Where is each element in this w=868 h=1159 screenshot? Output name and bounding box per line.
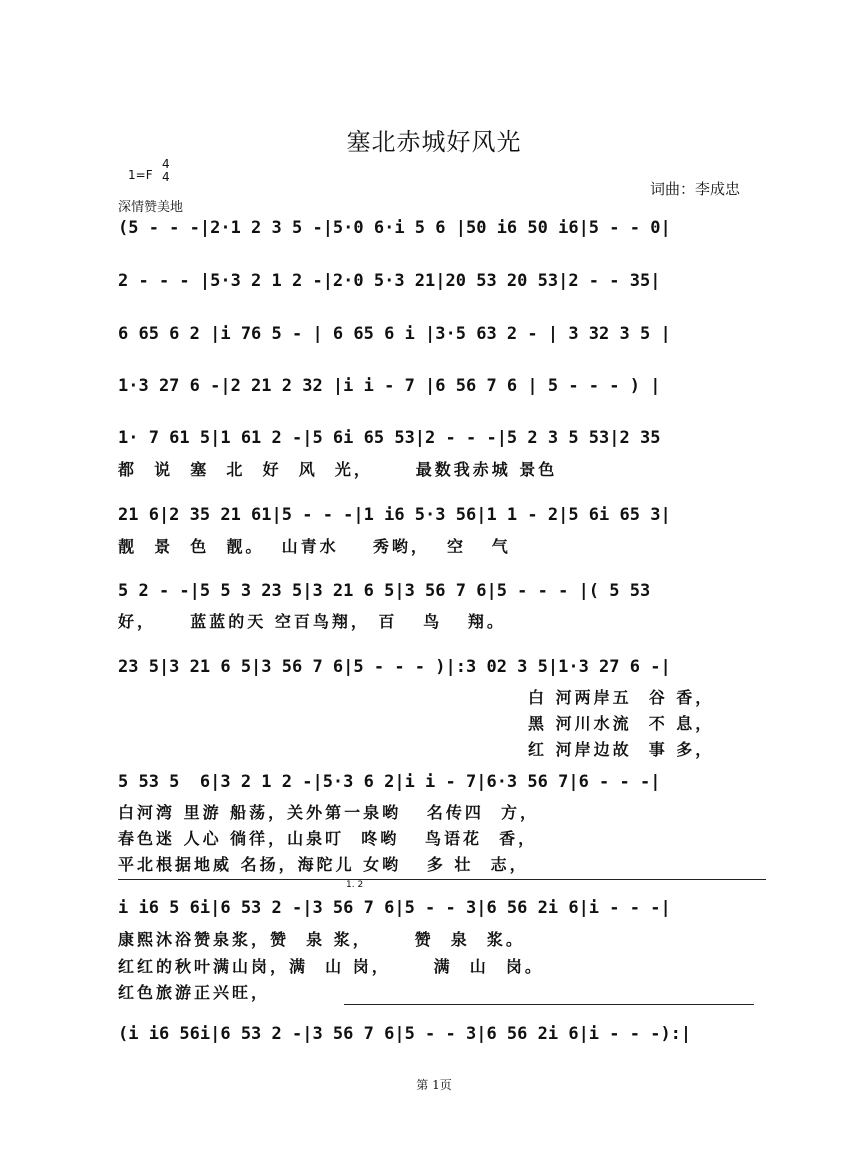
score-line-5: 1· 7 61 5|1 61 2 -|5 6i 65 53|2 - - -|5 2 3 5 53|2 35 xyxy=(118,428,661,448)
author-credit: 词曲：李成忠 xyxy=(650,180,741,198)
lyric-verse-c-10: 红色旅游正兴旺， xyxy=(118,983,271,1002)
score-line-7: 5 2 - -|5 5 3 23 5|3 21 6 5|3 56 7 6|5 - - - |( 5 53 xyxy=(118,581,651,601)
lyric-line-5: 都 说 塞 北 好 风 光， 最数我赤城 景色 xyxy=(118,460,558,479)
lyric-verse-b-8: 黑 河川水流 不 息， xyxy=(528,714,715,733)
time-bottom: 4 xyxy=(162,170,170,184)
lyric-verse-a-9: 白河湾 里游 船荡，关外第一泉哟 名传四 方， xyxy=(118,803,539,822)
section-rule xyxy=(344,1004,754,1005)
volta-label: 1. 2 xyxy=(346,880,364,890)
score-line-3: 6 65 6 2 |i 76 5 - | 6 65 6 i |3·5 63 2 - | 3 32 3 5 | xyxy=(118,324,671,344)
score-line-1: (5 - - -|2·1 2 3 5 -|5·0 6·i 5 6 |50 i6 50 i6|5 - - 0| xyxy=(118,218,671,238)
score-line-2: 2 - - - |5·3 2 1 2 -|2·0 5·3 21|20 53 20 53|2 - - 35| xyxy=(118,271,661,291)
lyric-verse-b-10: 红红的秋叶满山岗，满 山 岗， 满 山 岗。 xyxy=(118,957,544,976)
score-line-11: (i i6 56i|6 53 2 -|3 56 7 6|5 - - 3|6 56 2i 6|i - - -):| xyxy=(118,1024,692,1044)
key-signature xyxy=(128,157,170,184)
score-line-10: i i6 5 6i|6 53 2 -|3 56 7 6|5 - - 3|6 56 2i 6|i - - -| xyxy=(118,898,671,918)
lyric-verse-c-9: 平北根据地威 名扬，海陀儿 女哟 多 壮 志， xyxy=(118,855,529,874)
tempo-marking: 深情赞美地 xyxy=(118,200,184,215)
lyric-line-6: 靓 景 色 靓。 山青水 秀哟， 空 气 xyxy=(118,537,511,556)
score-line-6: 21 6|2 35 21 61|5 - - -|1 i6 5·3 56|1 1 - 2|5 6i 65 3| xyxy=(118,505,671,525)
lyric-verse-b-9: 春色迷 人心 徜徉，山泉叮 咚哟 鸟语花 香， xyxy=(118,829,538,848)
page-title: 塞北赤城好风光 xyxy=(346,128,522,156)
lyric-line-7: 好， 蓝蓝的天 空百鸟翔， 百 鸟 翔。 xyxy=(118,612,506,631)
page-footer: 第 1页 xyxy=(416,1078,452,1092)
volta-rule xyxy=(118,879,766,880)
score-line-8: 23 5|3 21 6 5|3 56 7 6|5 - - - )|:3 02 3 5|1·3 27 6 -| xyxy=(118,657,671,677)
time-top: 4 xyxy=(162,157,170,171)
lyric-verse-a-8: 白 河两岸五 谷 香， xyxy=(528,688,715,707)
score-line-4: 1·3 27 6 -|2 21 2 32 |i i - 7 |6 56 7 6 | 5 - - - ) | xyxy=(118,376,661,396)
lyric-verse-a-10: 康熙沐浴赞泉浆，赞 泉 浆， 赞 泉 浆。 xyxy=(118,930,525,949)
key-label: 1=F xyxy=(128,168,153,182)
score-line-9: 5 53 5 6|3 2 1 2 -|5·3 6 2|i i - 7|6·3 56 7|6 - - -| xyxy=(118,772,661,792)
time-signature xyxy=(162,158,170,184)
lyric-verse-c-8: 红 河岸边故 事 多， xyxy=(528,740,715,759)
